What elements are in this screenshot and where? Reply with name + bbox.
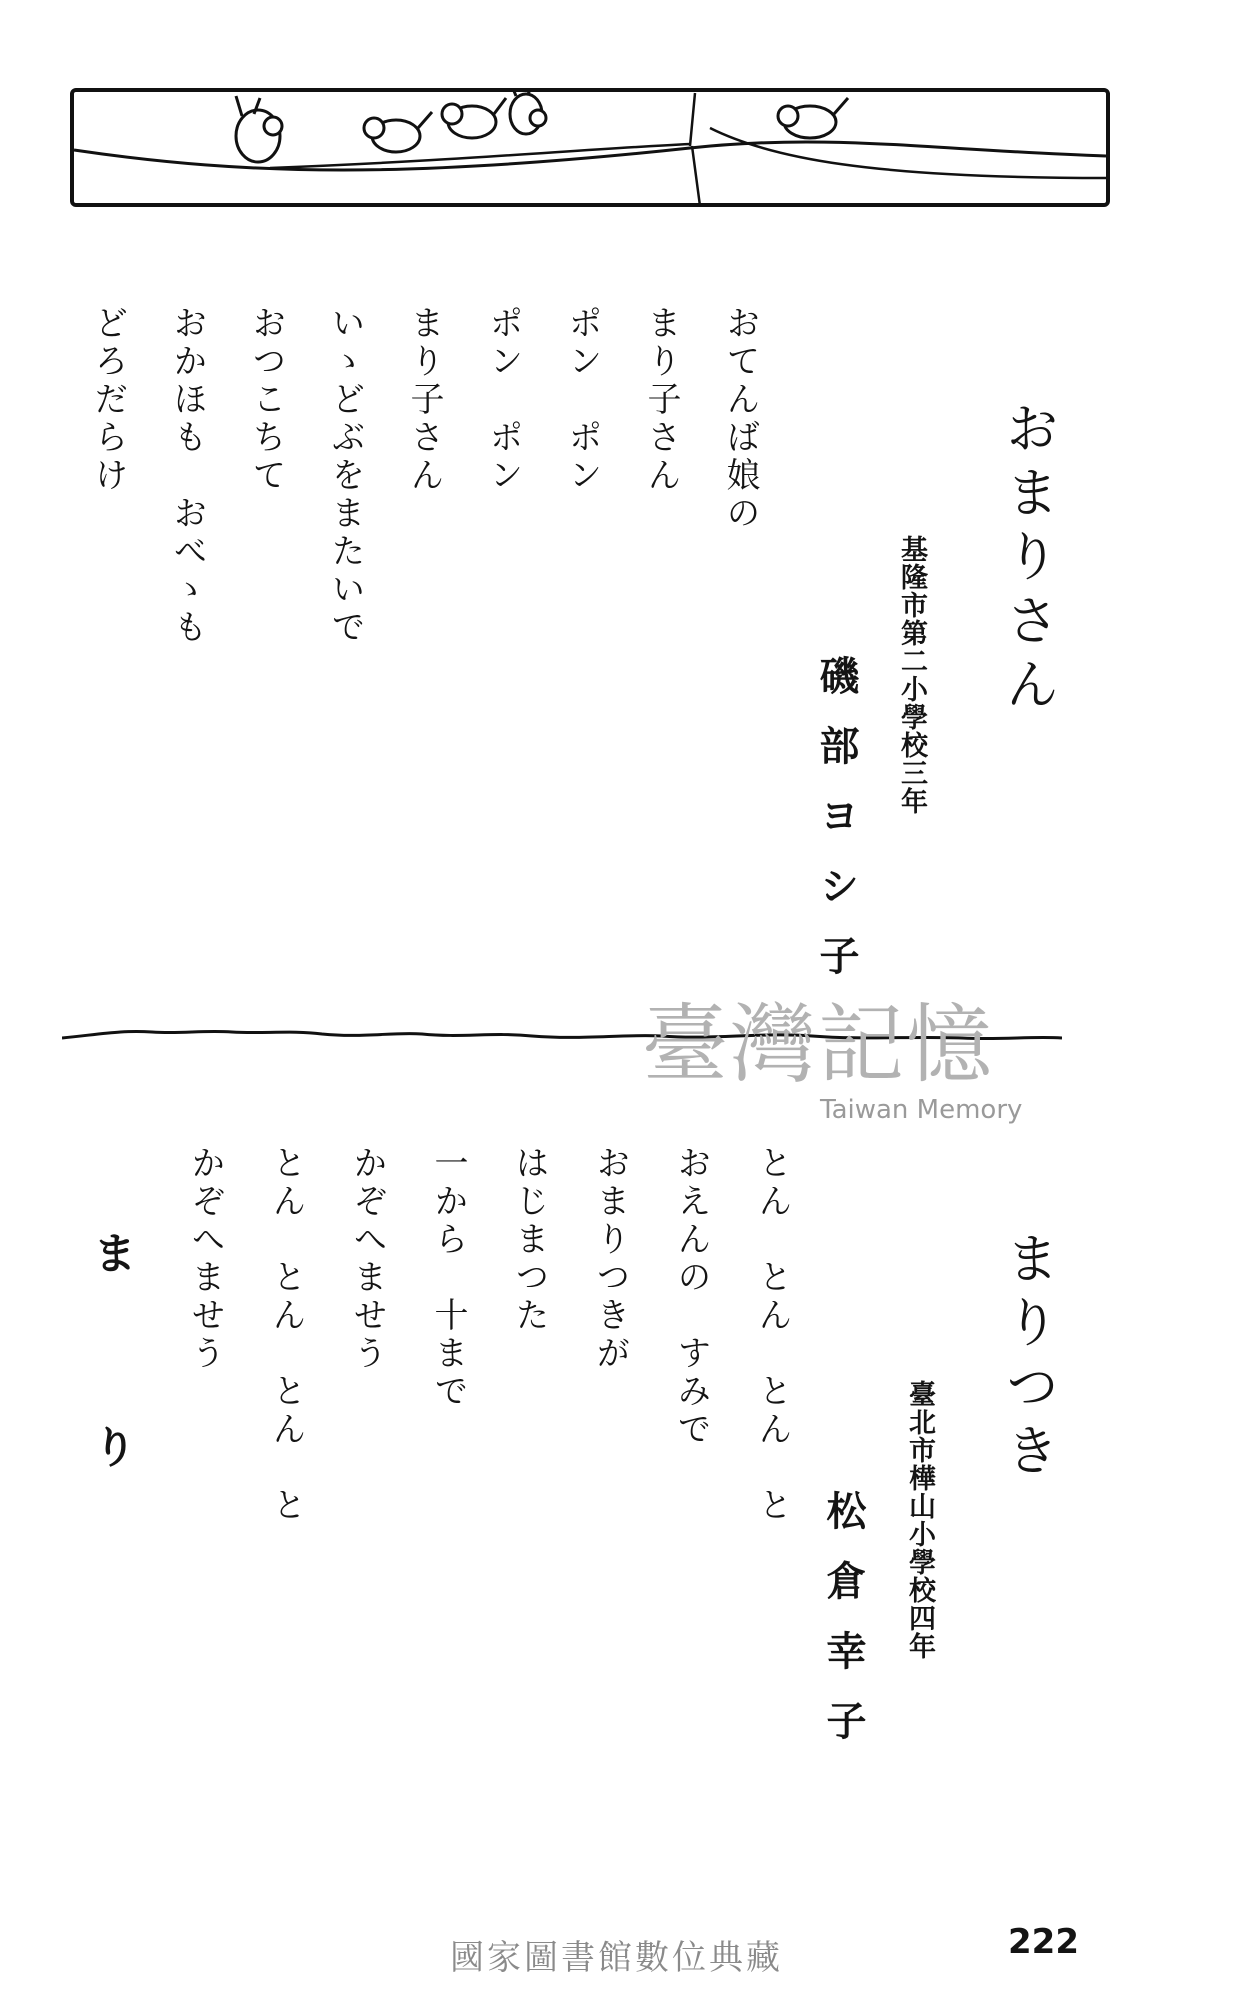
watermark-logo-text: 臺灣記憶 [642, 995, 994, 1095]
poem2-line: かぞへませう [347, 1145, 387, 1373]
poem1-line: まり子さん [641, 305, 681, 495]
poem2-line: かぞへませう [185, 1145, 225, 1373]
footer-collection-label: 國家圖書館數位典藏 [450, 1938, 783, 1978]
poem2-title: まりつき [997, 1230, 1060, 1486]
poem2-line: とん とん とん と [266, 1145, 306, 1525]
bird-icon [236, 96, 282, 162]
poem2-line: おえんの すみで [671, 1145, 711, 1449]
bird-icon [510, 88, 546, 134]
section-label: まり [85, 1230, 136, 1618]
poem1-line: いゝどぶをまたいで [325, 305, 365, 647]
poem2-line: おまりつきが [590, 1145, 630, 1373]
bird-icon [442, 98, 506, 138]
poem1-line: ポン ポン [562, 305, 602, 495]
bird-icon [364, 112, 432, 152]
page-number: 222 [1008, 1922, 1079, 1962]
poem1-school: 基隆市第二小學校三年 [896, 535, 927, 815]
bird-icon [778, 98, 848, 138]
poem1-author: 磯部ヨシ子 [813, 655, 859, 1005]
poem1-line: おてんば娘の [720, 305, 760, 533]
poem2-line: はじまつた [509, 1145, 549, 1335]
header-illustration [70, 88, 1110, 218]
poem2-line: 一から 十まで [428, 1145, 468, 1411]
poem2-author: 松倉幸子 [820, 1490, 866, 1770]
poem1-line: どろだらけ [88, 305, 128, 495]
poem2-school: 臺北市樺山小學校四年 [904, 1380, 935, 1660]
watermark-subtitle: Taiwan Memory [820, 1095, 1023, 1125]
poem2-line: とん とん とん と [752, 1145, 792, 1525]
poem1-line: まり子さん [404, 305, 444, 495]
poem1-line: おつこちて [246, 305, 286, 495]
poem1-title: おまりさん [997, 400, 1060, 720]
watermark [642, 975, 1042, 1125]
poem1-line: ポン ポン [483, 305, 523, 495]
poem1-line: おかほも おべゝも [167, 305, 207, 647]
